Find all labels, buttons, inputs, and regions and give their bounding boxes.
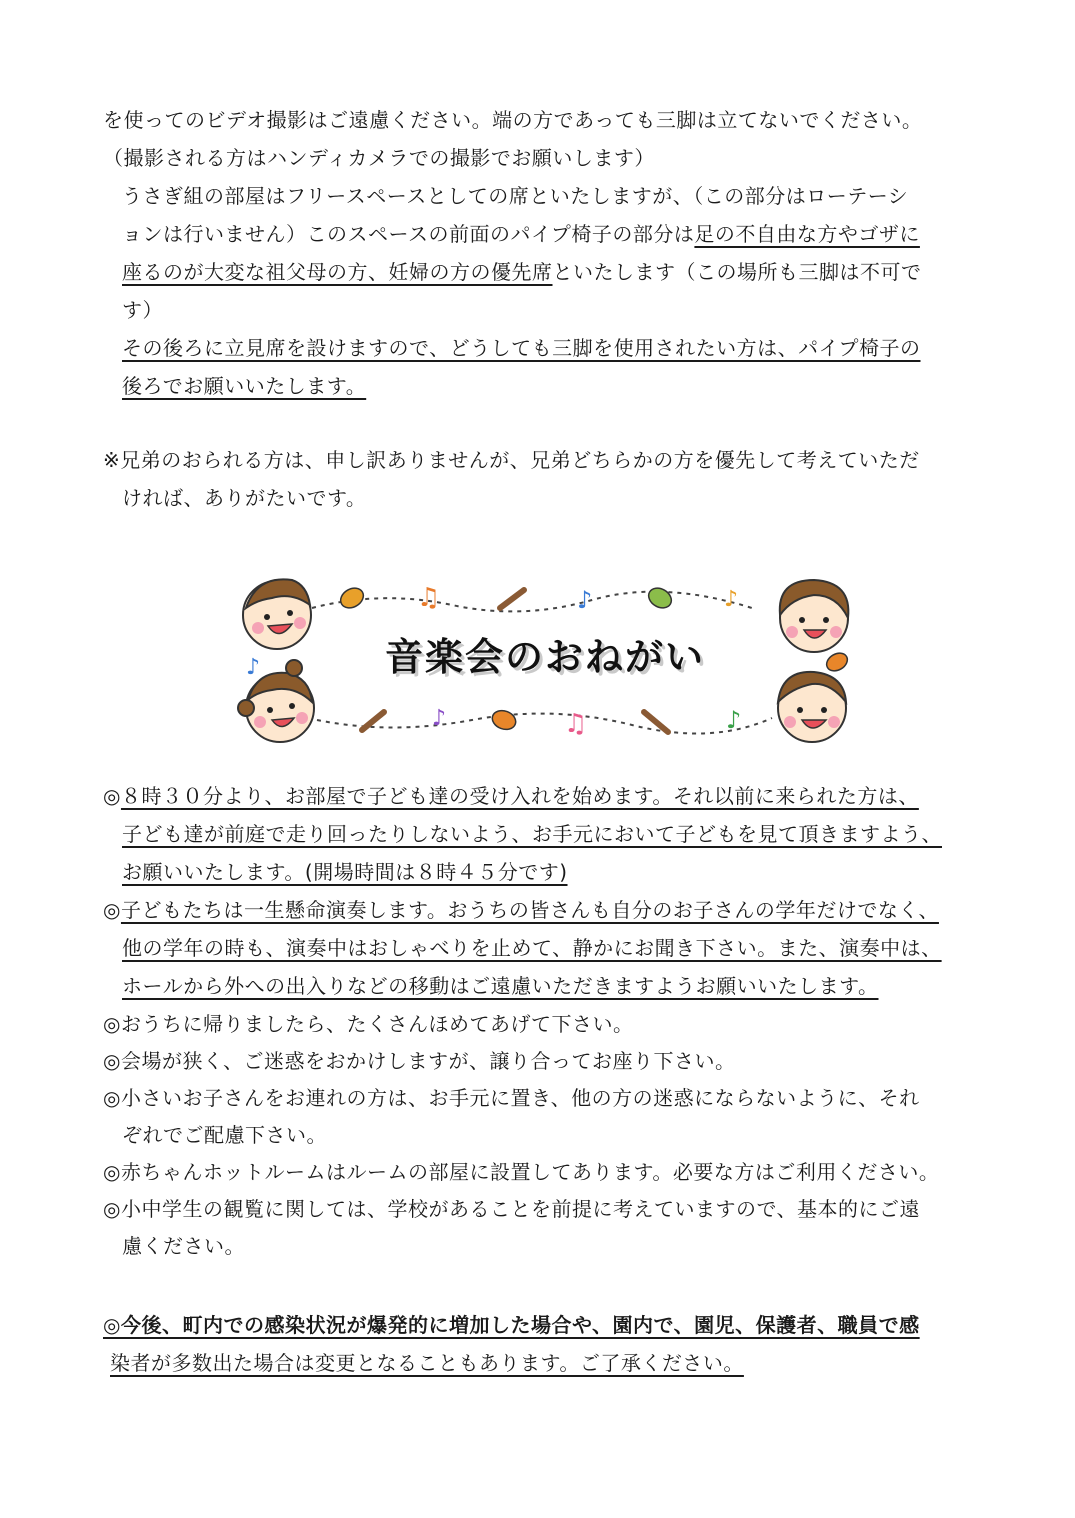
request-2-line-1-text: 子どもたちは一生懸命演奏します。おうちの皆さんも自分のお子さんの学年だけでなく、 [120,898,939,922]
notice-line-2: 染者が多数出た場合は変更となることもあります。ご了承ください。 [110,1351,744,1375]
green-leaf-icon [645,584,675,612]
child-face-bottom-right-icon [778,672,846,742]
priority-seat-underlined-b: 座るのが大変な祖父母の方、妊婦の方の優先席 [122,260,553,284]
orange-leaf-icon [490,707,519,732]
seating-line-5 [122,257,922,287]
notice-line-1: ◎今後、町内での感染状況が爆発的に増加した場合や、園内で、園児、保護者、職員で感 [103,1313,920,1337]
seating-line-4 [122,219,920,249]
request-1-line-1-text: ８時３０分より、お部屋で子ども達の受け入れを始めます。それ以前に来られた方は、 [120,784,919,808]
seating-line-4-text: ョンは行いません）このスペースの前面のパイプ椅子の部分は [122,222,695,246]
music-note-icon: ♪ [432,706,447,731]
request-5-line-1: ◎小さいお子さんをお連れの方は、お手元に置き、他の方の迷惑にならないように、それ [103,1086,920,1110]
request-7-line-1: ◎小中学生の観覧に関しては、学校があることを前提に考えていますので、基本的にご遠 [103,1197,921,1221]
banner-title: 音楽会のおねがい [384,635,705,679]
request-1-mark: ◎ [103,784,121,808]
music-note-icon: ♪ [577,586,593,614]
seating-line-1: を使ってのビデオ撮影はご遠慮ください。端の方であっても三脚は立てないでください。 [103,108,923,132]
siblings-line-1: ※兄弟のおられる方は、申し訳ありませんが、兄弟どちらかの方を優先して考えていただ [103,448,920,472]
request-6: ◎赤ちゃんホットルームはルームの部屋に設置してあります。必要な方はご利用ください。 [103,1160,940,1184]
seating-line-6: す） [122,298,163,322]
standing-seat-line-2: 後ろでお願いいたします。 [122,374,367,398]
music-note-icon: ♫ [417,583,441,613]
siblings-line-2: ければ、ありがたいです。 [122,486,367,510]
twig-icon [500,590,524,608]
request-3: ◎おうちに帰りましたら、たくさんほめてあげて下さい。 [103,1012,634,1036]
music-note-icon: ♪ [726,706,742,734]
orange-leaf-icon [337,584,367,612]
request-1-line-2: 子ども達が前庭で走り回ったりしないよう、お手元において子どもを見て頂きますよう、 [122,822,942,846]
request-7-line-2: 慮ください。 [122,1234,245,1258]
request-5-line-2: ぞれでご配慮下さい。 [122,1123,327,1147]
request-2-mark: ◎ [103,898,121,922]
standing-seat-line-1: その後ろに立見席を設けますので、どうしても三脚を使用されたい方は、パイプ椅子の [122,336,921,360]
seating-line-3: うさぎ組の部屋はフリースペースとしての席といたしますが、（この部分はローテーシ [122,184,909,208]
seating-line-5-text: といたします（この場所も三脚は不可で [552,260,922,284]
request-2-line-1 [103,895,939,925]
seating-line-2: （撮影される方はハンディカメラでの撮影でお願いします） [103,146,655,170]
request-1-line-3: お願いいたします。(開場時間は８時４５分です) [122,860,568,884]
priority-seat-underlined-a: 足の不自由な方やゴザに [694,222,920,246]
music-note-icon: ♪ [246,655,261,680]
concert-banner [232,570,858,752]
music-note-icon: ♪ [724,587,739,612]
request-4: ◎会場が狭く、ご迷惑をおかけしますが、譲り合ってお座り下さい。 [103,1049,736,1073]
request-1-line-1 [103,781,919,811]
request-2-line-2: 他の学年の時も、演奏中はおしゃべりを止めて、静かにお聞き下さい。また、演奏中は、 [122,936,942,960]
music-note-icon: ♫ [564,709,588,739]
request-2-line-3: ホールから外への出入りなどの移動はご遠慮いただきますようお願いいたします。 [122,974,879,998]
